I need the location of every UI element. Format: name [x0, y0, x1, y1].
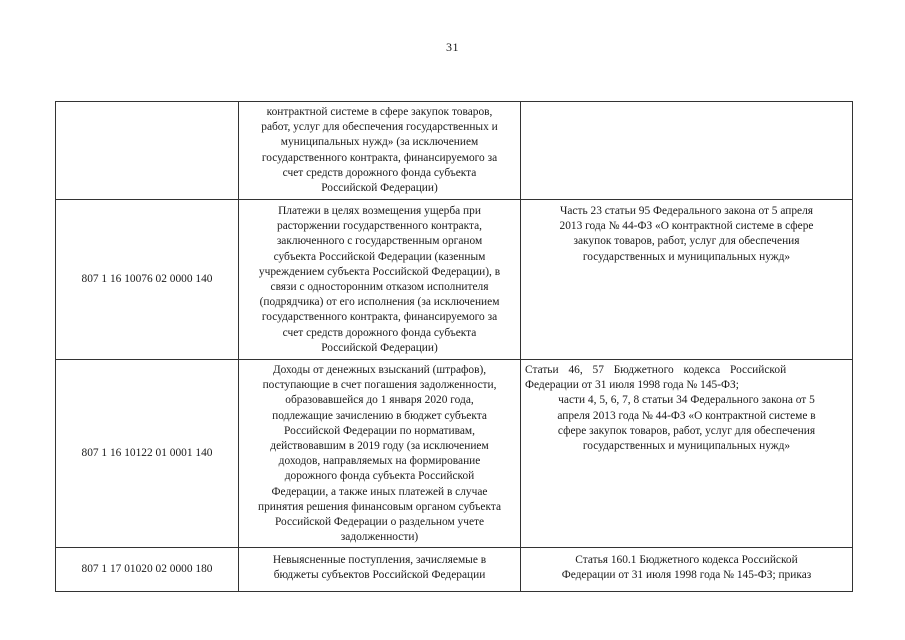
code-cell: 807 1 17 01020 02 0000 180	[56, 548, 239, 592]
description-line: счет средств дорожного фонда субъекта	[282, 166, 477, 179]
description-line: работ, услуг для обеспечения государственных и	[261, 121, 498, 134]
revenue-codes-table	[55, 101, 853, 592]
description-line: бюджеты субъектов Российской Федерации	[273, 569, 486, 582]
description-line: контрактной системе в сфере закупок товаров,	[266, 106, 493, 118]
description-line: расторжении государственного контракта,	[277, 220, 482, 233]
description-line: Российской Федерации о раздельном учете	[274, 516, 485, 529]
description-line: Российской Федерации)	[321, 341, 438, 354]
description-line: дорожного фонда субъекта Российской	[284, 470, 475, 483]
table-row	[56, 360, 853, 548]
description-line: Российской Федерации по нормативам,	[284, 424, 475, 437]
description-line: государственного контракта, финансируемого за	[261, 151, 498, 164]
table-row	[56, 200, 853, 360]
basis-cell	[521, 200, 853, 360]
description-line: принятия решения финансовым органом субъекта	[257, 500, 501, 513]
code-cell: 807 1 16 10076 02 0000 140	[56, 200, 239, 360]
code-cell: 807 1 16 10122 01 0001 140	[56, 360, 239, 548]
description-line: действовавшим в 2019 году (за исключением	[270, 440, 489, 453]
description-line: Российской Федерации)	[321, 182, 438, 195]
description-line: государственного контракта, финансируемого за	[261, 311, 498, 324]
basis-line: сфере закупок товаров, работ, услуг для обеспечения	[557, 424, 816, 437]
description-cell	[239, 360, 521, 548]
basis-line: Статьи 46, 57 Бюджетного кодекса Российской	[525, 364, 787, 376]
table-row	[56, 548, 853, 592]
description-cell	[239, 548, 521, 592]
basis-line: Федерации от 31 июля 1998 года № 145-ФЗ;	[525, 379, 739, 392]
description-line: заключенного с государственным органом	[276, 235, 483, 248]
description-line: учреждением субъекта Российской Федерации), в	[258, 265, 501, 278]
basis-cell	[521, 548, 853, 592]
description-line: счет средств дорожного фонда субъекта	[282, 326, 477, 339]
description-line: поступающие в счет погашения задолженности,	[262, 379, 497, 392]
basis-line: государственных и муниципальных нужд»	[582, 440, 791, 453]
description-line: субъекта Российской Федерации (казенным	[273, 250, 486, 263]
basis-line: закупок товаров, работ, услуг для обеспечения	[573, 235, 800, 248]
basis-cell	[521, 360, 853, 548]
basis-cell	[521, 102, 853, 200]
description-line: доходов, направляемых на формирование	[278, 455, 481, 468]
basis-line: 2013 года № 44-ФЗ «О контрактной системе в сфере	[559, 220, 814, 233]
code-cell	[56, 102, 239, 200]
table-row	[56, 102, 853, 200]
description-line: (подрядчика) от его исполнения (за исключением	[259, 296, 500, 309]
description-line: муниципальных нужд» (за исключением	[280, 136, 479, 149]
description-line: Платежи в целях возмещения ущерба при	[278, 205, 481, 217]
description-line: Доходы от денежных взысканий (штрафов),	[272, 364, 487, 376]
description-cell	[239, 200, 521, 360]
basis-line: Часть 23 статьи 95 Федерального закона от 5 апреля	[559, 205, 814, 217]
description-line: задолженности)	[340, 531, 419, 544]
description-line: подлежащие зачислению в бюджет субъекта	[272, 409, 487, 422]
basis-line: части 4, 5, 6, 7, 8 статьи 34 Федерального закона от 5	[558, 394, 815, 407]
description-line: связи с односторонним отказом исполнителя	[270, 281, 489, 294]
basis-line: Федерации от 31 июля 1998 года № 145-ФЗ; приказ	[561, 569, 812, 582]
description-cell	[239, 102, 521, 200]
basis-line: апреля 2013 года № 44-ФЗ «О контрактной системе в	[557, 409, 816, 422]
description-line: Невыясненные поступления, зачисляемые в	[272, 554, 487, 566]
description-line: Федерации, а также иных платежей в случае	[271, 485, 488, 498]
basis-line: Статья 160.1 Бюджетного кодекса Российской	[575, 554, 798, 566]
description-line: образовавшейся до 1 января 2020 года,	[285, 394, 474, 407]
basis-line: государственных и муниципальных нужд»	[582, 250, 791, 263]
page-number: 31	[446, 40, 459, 54]
